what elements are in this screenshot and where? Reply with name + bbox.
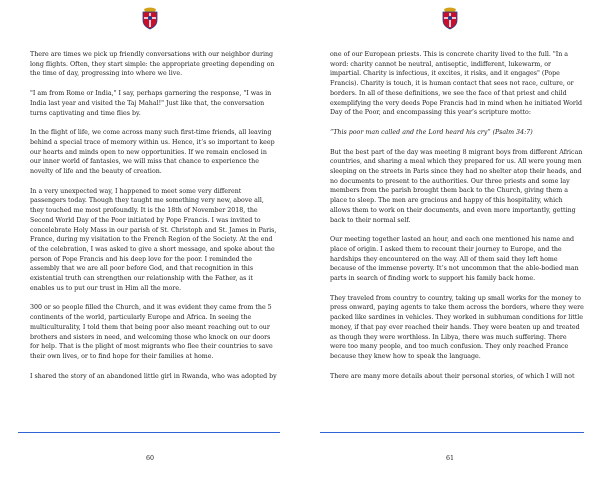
page-number: 60	[145, 455, 154, 462]
paragraph: one of our European priests. This is concrete charity lived to the full. "In a word: charity cannot be neutral, antiseptic, indifferent, lukewarm, or impartial. Charity is infectious, it excites, it risks, and it engages" (Pope Francis). Charity is touch, it is human contact that sees not race, culture, or borders. In all of these definitions, we see the face of that priest and child exemplifying the very deeds Pope Francis had in mind when he initiated World Day of the Poor, and encompassing this year’s scripture motto:	[330, 51, 582, 117]
right-page	[300, 0, 600, 478]
paragraph: There are times we pick up friendly conversations with our neighbor during long flights. Often, they start simple: the appropriate greeting depending on the time of day, progressing into where we live.	[30, 51, 275, 78]
paragraph: In the flight of life, we come across many such first-time friends, all leaving behind a special trace of memory within us. Hence, it’s so important to keep our hearts and minds open to new opportunities. If we remain enclosed in our inner world of fantasies, we will miss that chance to experience the novelty of life and the beauty of creation.	[30, 129, 275, 176]
page-number: 61	[445, 455, 454, 462]
paragraph: They traveled from country to country, taking up small works for the money to press onward, paying agents to take them across the borders, where they were packed like sardines in vehicles. They worked in subhuman conditions for little money, if that pay ever reached their hands. They were beaten up and treated as though they were worthless. In Libya, there was much suffering. There were too many people, and too much confusion. They only reached France because they knew how to speak the language.	[330, 294, 584, 360]
paragraph: But the best part of the day was meeting 8 migrant boys from different African countries, and sharing a meal which they prepared for us. All were young men sleeping on the streets in Paris since they had no shelter atop their heads, and no documents to present to the authorities. Our three priests and some lay members from the parish brought them back to the Church, giving them a place to sleep. The men are gracious and happy of this hospitality, which allows them to work on their documents, and even more importantly, getting back to their normal self.	[330, 148, 583, 224]
coat-of-arms-icon	[441, 6, 459, 30]
right-page-text	[330, 50, 584, 391]
paragraph: 300 or so people filled the Church, and it was evident they came from the 5 continents of the world, particularly Europe and Africa. In seeing the multiculturality, I told them that being poor also meant reaching out to our brothers and sisters in need, and welcoming those who knock on our doors for help. That is the plight of most migrants who flee their countries to save their own lives, or to find hope for their families at home.	[30, 304, 273, 360]
paragraph: "I am from Rome or India," I say, perhaps garnering the response, "I was in India last year and visited the Taj Mahal!" Just like that, the conversation turns captivating and time flies by.	[30, 90, 272, 117]
scripture-quote: “This poor man called and the Lord heard his cry” (Psalm 34:7)	[330, 128, 533, 136]
paragraph: I shared the story of an abandoned little girl in Rwanda, who was adopted by	[30, 372, 277, 380]
coat-of-arms-icon	[141, 6, 159, 30]
paragraph: There are many more details about their personal stories, of which I will not	[330, 372, 575, 380]
left-page-text	[30, 50, 278, 391]
paragraph: Our meeting together lasted an hour, and each one mentioned his name and place of origin. I asked them to recount their journey to Europe, and the hardships they encountered on the way. All of them said they left home because of the immense poverty. It’s not uncommon that the able-bodied man parts in search of finding work to support his family back home.	[330, 236, 579, 283]
paragraph: In a very unexpected way, I happened to meet some very different passengers today. Though they taught me something very new, above all, they touched me most profoundly. It is the 18th of November 2018, the Second World Day of the Poor initiated by Pope Francis. I was invited to concelebrate Holy Mass in our parish of St. Christoph and St. James in Paris, France, during my visitation to the French Region of the Society. At the end of the celebration, I was asked to give a short message, and spoke about the person of Pope Francis and his deep love for the poor. I reminded the assembly that we are all poor before God, and that recognition in this existential truth can strengthen our relationship with the Father, as it enables us to put our trust in Him all the more.	[30, 187, 277, 292]
page-divider	[320, 432, 584, 433]
page-divider	[18, 432, 280, 433]
